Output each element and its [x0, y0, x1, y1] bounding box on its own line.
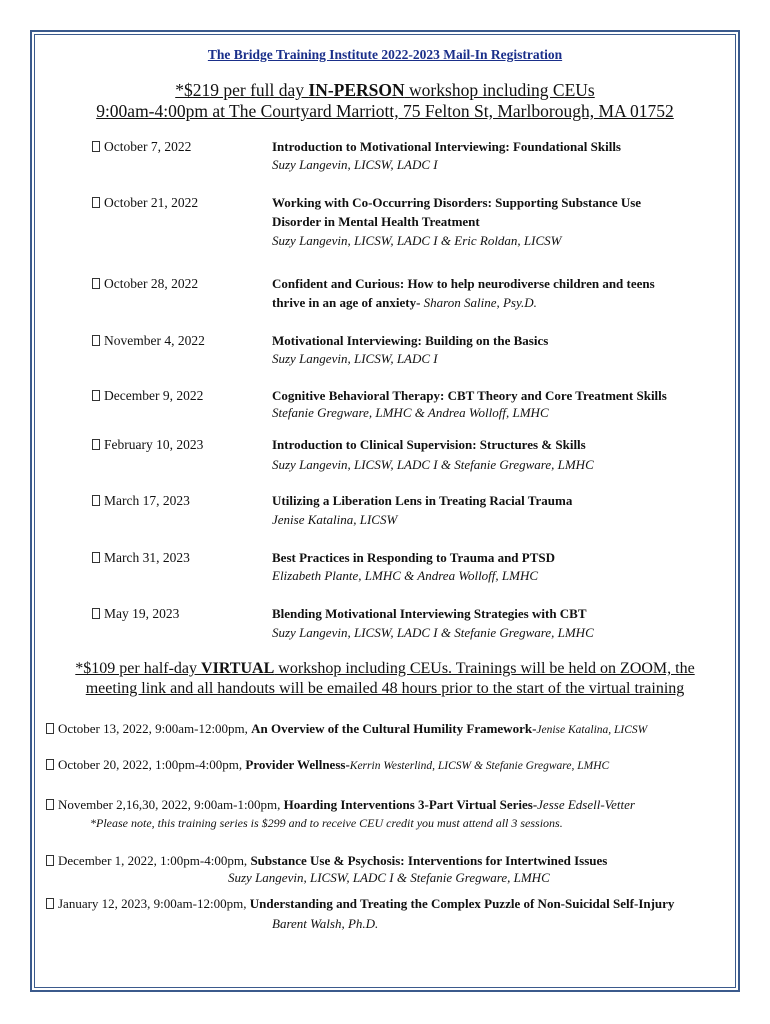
- checkbox-icon[interactable]: [92, 390, 100, 401]
- document-title: The Bridge Training Institute 2022-2023 Mail-In Registration: [207, 47, 563, 62]
- checkbox-icon[interactable]: [46, 855, 54, 866]
- workshop-instructor: Jenise Katalina, LICSW: [272, 512, 398, 527]
- workshop-title-cont: thrive in an age of anxiety- Sharon Saline, Psy.D.: [272, 295, 537, 310]
- workshop-title: Working with Co-Occurring Disorders: Supporting Substance Use: [272, 195, 642, 210]
- workshop-title: Utilizing a Liberation Lens in Treating Racial Trauma: [272, 493, 573, 508]
- checkbox-item[interactable]: February 10, 2023: [92, 437, 203, 453]
- workshop-title: Introduction to Motivational Interviewing: Foundational Skills: [272, 139, 621, 154]
- checkbox-icon[interactable]: [92, 278, 100, 289]
- checkbox-icon[interactable]: [92, 439, 100, 450]
- checkbox-item[interactable]: October 13, 2022, 9:00am-12:00pm, An Overview of the Cultural Humility Framework-Jenise Katalina, LICSW: [46, 721, 647, 737]
- checkbox-icon[interactable]: [46, 759, 54, 770]
- checkbox-icon[interactable]: [92, 335, 100, 346]
- checkbox-item[interactable]: October 7, 2022: [92, 139, 191, 155]
- checkbox-icon[interactable]: [46, 799, 54, 810]
- checkbox-icon[interactable]: [46, 723, 54, 734]
- workshop-instructor: Stefanie Gregware, LMHC & Andrea Wolloff, LMHC: [272, 405, 549, 420]
- checkbox-item[interactable]: October 20, 2022, 1:00pm-4:00pm, Provider Wellness-Kerrin Westerlind, LICSW & Stefanie Gregware, LMHC: [46, 757, 609, 773]
- workshop-instructor: Suzy Langevin, LICSW, LADC I: [272, 351, 438, 366]
- checkbox-item[interactable]: December 9, 2022: [92, 388, 203, 404]
- series-note: *Please note, this training series is $299 and to receive CEU credit you must attend all 3 sessions.: [90, 816, 563, 830]
- checkbox-item[interactable]: October 28, 2022: [92, 276, 198, 292]
- checkbox-icon[interactable]: [92, 141, 100, 152]
- checkbox-icon[interactable]: [92, 495, 100, 506]
- workshop-title: Best Practices in Responding to Trauma and PTSD: [272, 550, 556, 565]
- workshop-instructor: Suzy Langevin, LICSW, LADC I & Stefanie Gregware, LMHC: [272, 457, 594, 472]
- workshop-instructor: Suzy Langevin, LICSW, LADC I & Stefanie Gregware, LMHC: [272, 625, 594, 640]
- page-border-inner: [34, 34, 736, 988]
- checkbox-item[interactable]: December 1, 2022, 1:00pm-4:00pm, Substance Use & Psychosis: Interventions for Intertwined Issues: [46, 853, 607, 869]
- checkbox-item[interactable]: March 31, 2023: [92, 550, 190, 566]
- workshop-instructor: Elizabeth Plante, LMHC & Andrea Wolloff, LMHC: [272, 568, 539, 583]
- workshop-instructor: Suzy Langevin, LICSW, LADC I & Stefanie Gregware, LMHC: [228, 870, 550, 885]
- workshop-instructor: Sharon Saline, Psy.D.: [423, 295, 537, 310]
- workshop-title: Confident and Curious: How to help neurodiverse children and teens: [272, 276, 655, 291]
- checkbox-icon[interactable]: [92, 552, 100, 563]
- workshop-instructor: Barent Walsh, Ph.D.: [272, 916, 379, 931]
- checkbox-icon[interactable]: [92, 197, 100, 208]
- checkbox-icon[interactable]: [46, 898, 54, 909]
- inperson-location-line: 9:00am-4:00pm at The Courtyard Marriott, 75 Felton St, Marlborough, MA 01752: [96, 101, 674, 121]
- workshop-title: Cognitive Behavioral Therapy: CBT Theory and Core Treatment Skills: [272, 388, 667, 403]
- inperson-price-line: *$219 per full day IN-PERSON workshop including CEUs: [175, 80, 595, 100]
- workshop-instructor: Suzy Langevin, LICSW, LADC I: [272, 157, 438, 172]
- workshop-instructor: Suzy Langevin, LICSW, LADC I & Eric Roldan, LICSW: [272, 233, 562, 248]
- checkbox-item[interactable]: January 12, 2023, 9:00am-12:00pm, Understanding and Treating the Complex Puzzle of Non-Suicidal Self-Injury: [46, 896, 674, 912]
- checkbox-item[interactable]: October 21, 2022: [92, 195, 198, 211]
- checkbox-item[interactable]: May 19, 2023: [92, 606, 179, 622]
- checkbox-icon[interactable]: [92, 608, 100, 619]
- workshop-title: Blending Motivational Interviewing Strategies with CBT: [272, 606, 587, 621]
- virtual-info-line: meeting link and all handouts will be emailed 48 hours prior to the start of the virtual training: [85, 680, 685, 697]
- virtual-price-line: *$109 per half-day VIRTUAL workshop including CEUs. Trainings will be held on ZOOM, the: [75, 660, 695, 677]
- workshop-title-cont: Disorder in Mental Health Treatment: [272, 214, 480, 229]
- checkbox-item[interactable]: March 17, 2023: [92, 493, 190, 509]
- checkbox-item[interactable]: November 4, 2022: [92, 333, 205, 349]
- checkbox-item[interactable]: November 2,16,30, 2022, 9:00am-1:00pm, Hoarding Interventions 3-Part Virtual Series-Jesse Edsell-Vetter: [46, 797, 635, 813]
- workshop-title: Introduction to Clinical Supervision: Structures & Skills: [272, 437, 586, 452]
- workshop-title: Motivational Interviewing: Building on the Basics: [272, 333, 549, 348]
